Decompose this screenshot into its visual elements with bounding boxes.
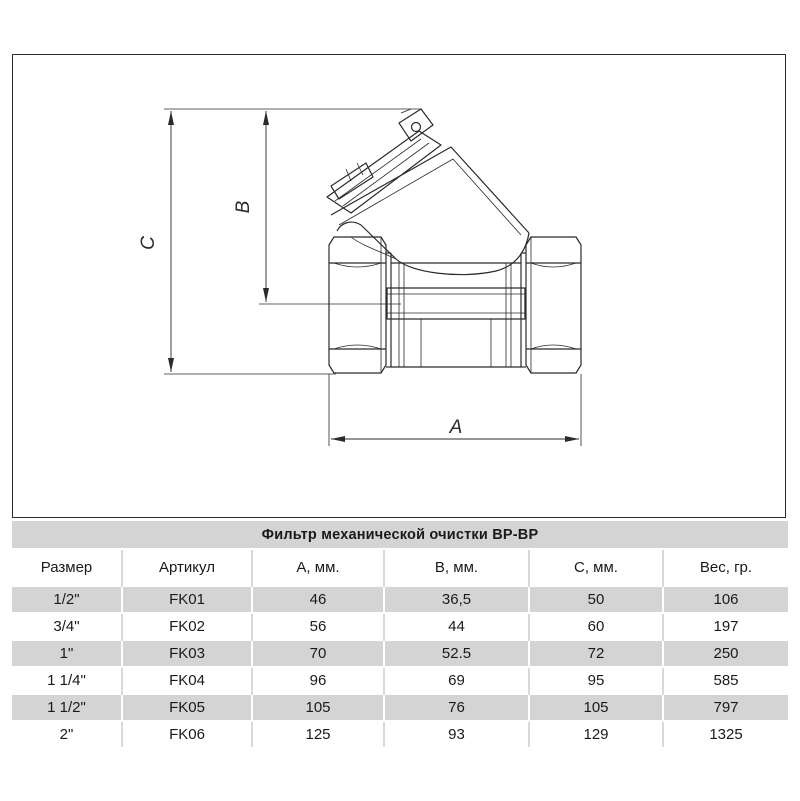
table-row bbox=[12, 667, 788, 694]
cell-weight: 1325 bbox=[663, 721, 788, 747]
cell-dim-c: 72 bbox=[529, 640, 663, 667]
cell-dim-a: 46 bbox=[252, 586, 384, 613]
arrow-b-top bbox=[263, 111, 269, 125]
left-hex-end bbox=[329, 237, 391, 373]
cell-article: FK01 bbox=[122, 586, 252, 613]
cell-dim-c: 95 bbox=[529, 667, 663, 694]
cell-dim-b: 69 bbox=[384, 667, 529, 694]
spec-table bbox=[12, 521, 788, 747]
cell-size: 1 1/4" bbox=[12, 667, 122, 694]
cell-article: FK04 bbox=[122, 667, 252, 694]
cell-weight: 250 bbox=[663, 640, 788, 667]
cell-article: FK05 bbox=[122, 694, 252, 721]
cell-dim-a: 105 bbox=[252, 694, 384, 721]
cell-article: FK03 bbox=[122, 640, 252, 667]
table-row bbox=[12, 694, 788, 721]
cell-dim-c: 60 bbox=[529, 613, 663, 640]
header-article: Артикул bbox=[122, 549, 252, 586]
technical-drawing bbox=[12, 54, 786, 518]
header-size: Размер bbox=[12, 549, 122, 586]
table-row bbox=[12, 640, 788, 667]
header-dim-a: А, мм. bbox=[252, 549, 384, 586]
cell-size: 1 1/2" bbox=[12, 694, 122, 721]
cell-weight: 197 bbox=[663, 613, 788, 640]
cell-size: 1/2" bbox=[12, 586, 122, 613]
cell-dim-c: 105 bbox=[529, 694, 663, 721]
cell-dim-b: 76 bbox=[384, 694, 529, 721]
table-row bbox=[12, 721, 788, 747]
dimension-label-c: C bbox=[138, 236, 159, 250]
header-weight: Вес, гр. bbox=[663, 549, 788, 586]
table-row bbox=[12, 586, 788, 613]
central-pipe bbox=[387, 263, 525, 367]
right-hex-end bbox=[521, 237, 581, 373]
cell-size: 1" bbox=[12, 640, 122, 667]
cell-dim-b: 93 bbox=[384, 721, 529, 747]
cell-dim-c: 129 bbox=[529, 721, 663, 747]
dimension-label-a: A bbox=[449, 417, 463, 438]
cell-article: FK02 bbox=[122, 613, 252, 640]
arrow-b-bottom bbox=[263, 288, 269, 302]
arrow-c-bottom bbox=[168, 358, 174, 372]
cell-dim-a: 96 bbox=[252, 667, 384, 694]
arrow-a-left bbox=[331, 436, 345, 442]
dimension-label-b: B bbox=[233, 200, 254, 214]
header-dim-c: С, мм. bbox=[529, 549, 663, 586]
cell-dim-a: 56 bbox=[252, 613, 384, 640]
cell-weight: 797 bbox=[663, 694, 788, 721]
cell-dim-b: 36,5 bbox=[384, 586, 529, 613]
table-row bbox=[12, 613, 788, 640]
cell-dim-c: 50 bbox=[529, 586, 663, 613]
cell-dim-b: 52.5 bbox=[384, 640, 529, 667]
cell-weight: 106 bbox=[663, 586, 788, 613]
cell-dim-a: 125 bbox=[252, 721, 384, 747]
cell-size: 2" bbox=[12, 721, 122, 747]
cell-size: 3/4" bbox=[12, 613, 122, 640]
arrow-c-top bbox=[168, 111, 174, 125]
header-dim-b: В, мм. bbox=[384, 549, 529, 586]
table-title: Фильтр механической очистки ВР-ВР bbox=[12, 521, 788, 549]
cell-dim-b: 44 bbox=[384, 613, 529, 640]
strainer-cap bbox=[327, 109, 441, 213]
table-header-row bbox=[12, 549, 788, 586]
cell-article: FK06 bbox=[122, 721, 252, 747]
cell-weight: 585 bbox=[663, 667, 788, 694]
cell-dim-a: 70 bbox=[252, 640, 384, 667]
arrow-a-right bbox=[565, 436, 579, 442]
